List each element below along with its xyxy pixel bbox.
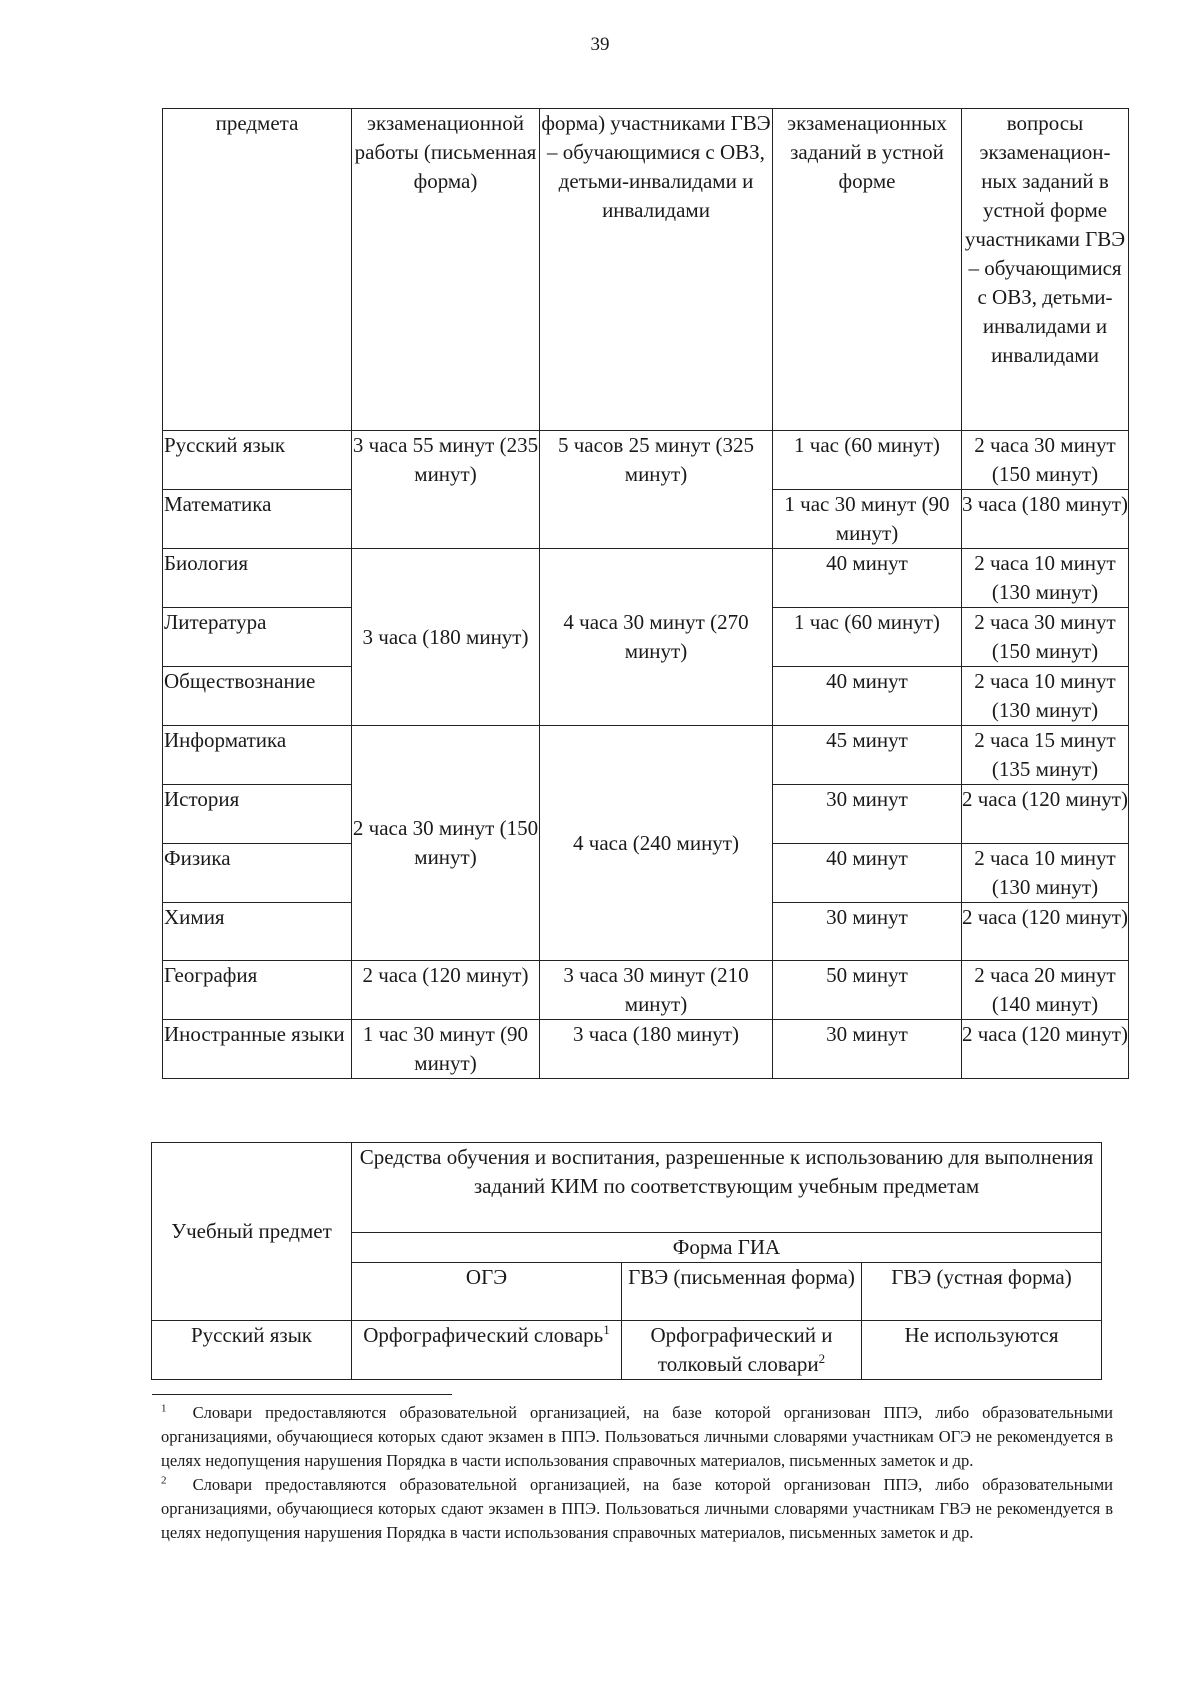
gve-written-means-cell [622,1321,862,1380]
gve-oral-means-cell: Не используются [862,1321,1102,1380]
subject-cell: Русский язык [152,1321,352,1380]
header-oral-duration: экзаменационных заданий в устной форме [773,109,962,431]
table-row [163,431,1129,490]
header-form-oge: ОГЭ [352,1263,622,1321]
oral-duration-cell: 45 минут [773,726,962,785]
table-row [163,961,1129,1020]
footnote-mark: 1 [161,1402,167,1415]
footnote-separator [152,1394,452,1395]
subject-cell: Литература [163,608,352,667]
oge-means-cell [352,1321,622,1380]
footnote-ref: 2 [818,1351,826,1366]
written-duration-ovz-cell: 4 часа 30 минут (270 минут) [540,549,773,726]
subject-cell: Математика [163,490,352,549]
written-duration-ovz-cell: 5 часов 25 минут (325 минут) [540,431,773,549]
footnote-mark: 2 [161,1474,167,1487]
written-duration-cell: 3 часа 55 минут (235 минут) [352,431,540,549]
oral-duration-ovz-cell: 2 часа (120 минут) [962,1020,1129,1079]
oral-duration-cell: 1 час (60 минут) [773,431,962,490]
footnote-ref: 1 [603,1322,610,1337]
written-duration-ovz-cell: 4 часа (240 минут) [540,726,773,961]
oral-duration-cell: 30 минут [773,902,962,961]
oral-duration-cell: 50 минут [773,961,962,1020]
header-form-gve-oral: ГВЭ (устная форма) [862,1263,1102,1321]
header-written-duration-ovz: форма) участниками ГВЭ – обучающимися с ОВЗ, детьми-инвалидами и инвалидами [540,109,773,431]
oral-duration-cell: 40 минут [773,843,962,902]
oral-duration-cell: 1 час (60 минут) [773,608,962,667]
footnote-2 [161,1473,1113,1545]
table-row [163,726,1129,785]
oral-duration-cell: 1 час 30 минут (90 минут) [773,490,962,549]
subject-cell: Обществознание [163,667,352,726]
oral-duration-ovz-cell: 2 часа 20 минут (140 минут) [962,961,1129,1020]
header-oral-duration-ovz: вопросы экзаменацион-ных заданий в устной форме участниками ГВЭ – обучающимися с ОВЗ, детьми-инвалидами и инвалидами [962,109,1129,431]
oral-duration-ovz-cell: 2 часа 10 минут (130 минут) [962,549,1129,608]
written-duration-cell: 2 часа 30 минут (150 минут) [352,726,540,961]
page-number: 39 [590,34,610,55]
footnote-1 [161,1401,1113,1473]
footnote-text: Словари предоставляются образовательной организацией, на базе которой организован ППЭ, либо образовательными организациями, обучающиеся которых сдают экзамен в ППЭ. Пользоваться личными словарями участникам ОГЭ не рекомендуется в целях недопущения нарушения Порядка в части использования справочных материалов, письменных заметок и др. [161,1403,1113,1470]
table-header-row [163,109,1129,431]
subject-cell: Физика [163,843,352,902]
oral-duration-cell: 40 минут [773,549,962,608]
footnotes [161,1401,1113,1545]
subject-cell: География [163,961,352,1020]
subject-cell: Русский язык [163,431,352,490]
table-row [163,549,1129,608]
header-allowed-means: Средства обучения и воспитания, разрешенные к использованию для выполнения заданий КИМ по соответствующим учебным предметам [352,1143,1102,1233]
oral-duration-ovz-cell: 2 часа 30 минут (150 минут) [962,608,1129,667]
header-subject: предмета [163,109,352,431]
oral-duration-ovz-cell: 2 часа (120 минут) [962,902,1129,961]
oge-means-text: Орфографический словарь [363,1323,604,1347]
table-row [163,1020,1129,1079]
subject-cell: Биология [163,549,352,608]
allowed-materials-table [151,1142,1102,1380]
subject-cell: История [163,785,352,844]
subject-cell: Информатика [163,726,352,785]
gve-written-means-text: Орфографический и толковый словари [650,1323,833,1376]
header-form-gve-written: ГВЭ (письменная форма) [622,1263,862,1321]
table-header-row [152,1143,1102,1233]
oral-duration-cell: 40 минут [773,667,962,726]
oral-duration-cell: 30 минут [773,1020,962,1079]
table-row [152,1321,1102,1380]
exam-duration-table [162,108,1129,1079]
written-duration-cell: 2 часа (120 минут) [352,961,540,1020]
oral-duration-ovz-cell: 2 часа 10 минут (130 минут) [962,667,1129,726]
header-subject: Учебный предмет [152,1143,352,1321]
written-duration-ovz-cell: 3 часа 30 минут (210 минут) [540,961,773,1020]
oral-duration-cell: 30 минут [773,785,962,844]
footnote-text: Словари предоставляются образовательной организацией, на базе которой организован ППЭ, либо образовательными организациями, обучающиеся которых сдают экзамен в ППЭ. Пользоваться личными словарями участникам ГВЭ не рекомендуется в целях недопущения нарушения Порядка в части использования справочных материалов, письменных заметок и др. [161,1475,1113,1542]
written-duration-cell: 1 час 30 минут (90 минут) [352,1020,540,1079]
written-duration-cell: 3 часа (180 минут) [352,549,540,726]
header-written-duration: экзаменационной работы (письменная форма) [352,109,540,431]
oral-duration-ovz-cell: 2 часа 10 минут (130 минут) [962,843,1129,902]
oral-duration-ovz-cell: 3 часа (180 минут) [962,490,1129,549]
subject-cell: Иностранные языки [163,1020,352,1079]
oral-duration-ovz-cell: 2 часа 15 минут (135 минут) [962,726,1129,785]
header-gia-form: Форма ГИА [352,1233,1102,1263]
written-duration-ovz-cell: 3 часа (180 минут) [540,1020,773,1079]
oral-duration-ovz-cell: 2 часа (120 минут) [962,785,1129,844]
subject-cell: Химия [163,902,352,961]
oral-duration-ovz-cell: 2 часа 30 минут (150 минут) [962,431,1129,490]
